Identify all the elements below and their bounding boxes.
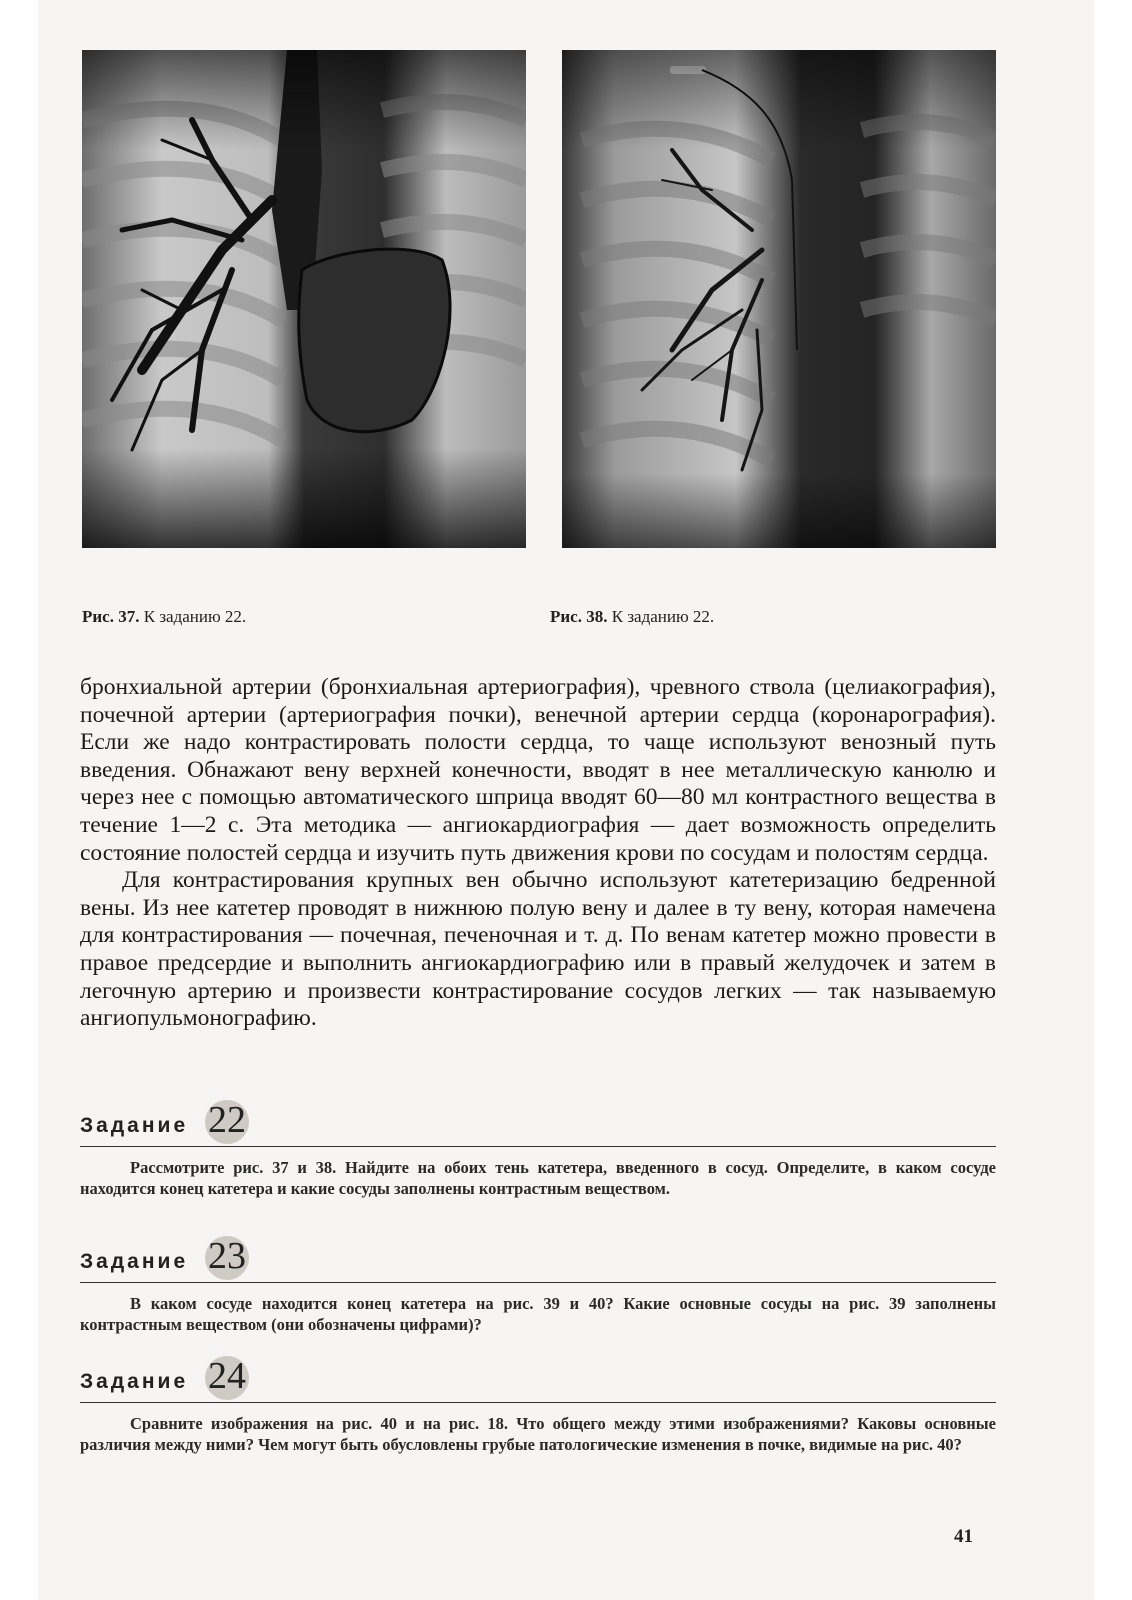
figure-38-caption [550, 607, 714, 627]
task-24 [80, 1352, 996, 1455]
task-number: 22 [208, 1099, 246, 1141]
task-heading [80, 1352, 996, 1400]
page-number: 41 [954, 1526, 973, 1547]
xray-image-38 [562, 50, 996, 548]
figure-37-caption [82, 607, 246, 627]
paragraph: бронхиальной артерии (бронхиальная артериография), чревного ствола (целиакография), почечной артерии (артериография почки), венечной артерии сердца (коронарография). Если же надо контрастировать полости сердца, то чаще используют венозный путь введения. Обнажают вену верхней конечности, вводят в нее металлическую канюлю и через нее с помощью автоматического шприца вводят 60—80 мл контрастного вещества в течение 1—2 с. Эта методика — ангиокардиография — дает возможность определить состояние полостей сердца и изучить путь движения крови по сосудам и полостям сердца. [80, 674, 996, 866]
task-text: В каком сосуде находится конец катетера на рис. 39 и 40? Какие основные сосуды на рис. 39 заполнены контрастным веществом (они обозначены цифрами)? [80, 1294, 996, 1334]
task-text: Рассмотрите рис. 37 и 38. Найдите на обоих тень катетера, введенного в сосуд. Определите, в каком сосуде находится конец катетера и какие сосуды заполнены контрастным веществом. [80, 1158, 996, 1198]
task-number: 24 [208, 1355, 246, 1397]
body-text [80, 674, 996, 1033]
task-number: 23 [208, 1235, 246, 1277]
task-22 [80, 1096, 996, 1199]
paragraph: Для контрастирования крупных вен обычно используют катетеризацию бедренной вены. Из нее катетер проводят в нижнюю полую вену и далее в ту вену, которая намечена для контрастирования — почечная, печеночная и т. д. По венам катетер можно провести в правое предсердие и выполнить ангиокардиографию или в правый желудочек и затем в легочную артерию и произвести контрастирование сосудов легких — так называемую ангиопульмонографию. [80, 867, 996, 1032]
divider [80, 1146, 996, 1147]
figure-37-xray [82, 50, 526, 548]
caption-text: К заданию 22. [143, 607, 247, 626]
task-heading [80, 1096, 996, 1144]
divider [80, 1402, 996, 1403]
task-text: Сравните изображения на рис. 40 и на рис. 18. Что общего между этими изображениями? Каковы основные различия между ними? Чем могут быть обусловлены грубые патологические изменения в почке, видимые на рис. 40? [80, 1414, 996, 1454]
caption-text: К заданию 22. [611, 607, 715, 626]
figure-38-xray [562, 50, 996, 548]
task-word: Задание [80, 1370, 189, 1393]
divider [80, 1282, 996, 1283]
xray-image-37 [82, 50, 526, 548]
task-23 [80, 1232, 996, 1335]
task-word: Задание [80, 1114, 189, 1137]
task-heading [80, 1232, 996, 1280]
task-word: Задание [80, 1250, 189, 1273]
caption-label: Рис. 38. [550, 607, 608, 626]
caption-label: Рис. 37. [82, 607, 140, 626]
